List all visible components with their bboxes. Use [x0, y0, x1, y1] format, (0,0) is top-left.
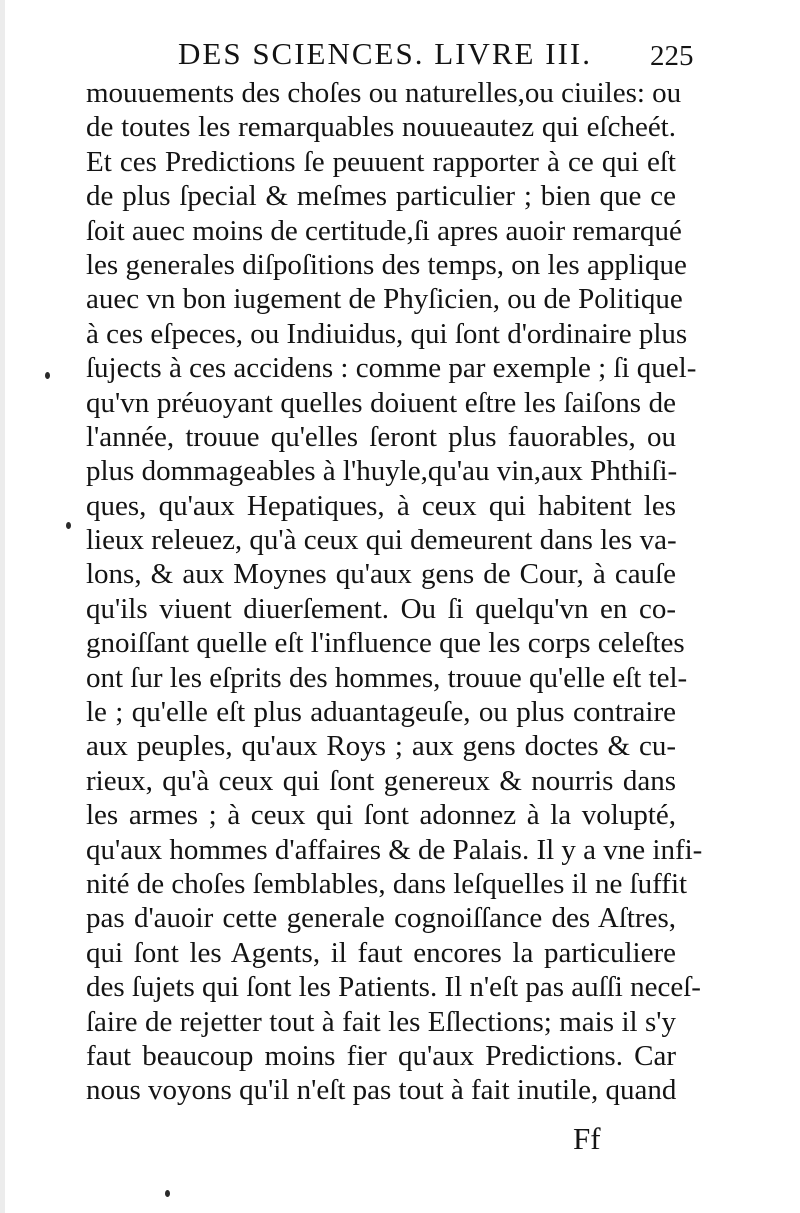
text-line: ont ſur les eſprits des hommes, trouue qu'elle eſt tel- — [86, 661, 688, 694]
text-line: ſoit auec moins de certitude,ſi apres auoir remarqué — [86, 214, 682, 247]
text-line: plus dommageables à l'huyle,qu'au vin,aux Phthiſi- — [86, 455, 678, 488]
ink-speck — [165, 1190, 170, 1197]
text-line: ſujects à ces accidens : comme par exemple ; ſi quel- — [86, 352, 697, 385]
running-head: DES SCIENCES. LIVRE III. — [178, 36, 592, 71]
text-line: à ces eſpeces, ou Indiuidus, qui ſont d'ordinaire plus — [86, 317, 688, 350]
text-line: le ; qu'elle eſt plus aduantageuſe, ou plus contraire — [86, 696, 676, 729]
text-line: nous voyons qu'il n'eſt pas tout à fait inutile, quand — [86, 1074, 677, 1107]
ink-speck — [45, 372, 50, 379]
text-line: qu'vn préuoyant quelles doiuent eſtre les ſaiſons de — [86, 386, 676, 419]
text-line: mouuements des choſes ou naturelles,ou ciuiles: ou — [86, 77, 682, 109]
text-line: ques, qu'aux Hepatiques, à ceux qui habitent les — [86, 489, 676, 522]
text-line: aux peuples, qu'aux Roys ; aux gens doctes & cu- — [86, 730, 676, 763]
text-line: Et ces Predictions ſe peuuent rapporter à ce qui eſt — [86, 145, 676, 178]
ink-speck — [66, 522, 71, 529]
text-line: de plus ſpecial & meſmes particulier ; bien que ce — [86, 180, 676, 213]
page-edge — [0, 0, 5, 1213]
text-line: qui ſont les Agents, il faut encores la particuliere — [86, 936, 676, 969]
body-text — [86, 76, 703, 1108]
text-line: des ſujets qui ſont les Patients. Il n'eſt pas auſſi neceſ- — [86, 971, 701, 1004]
text-line: pas d'auoir cette generale cognoiſſance des Aſtres, — [86, 902, 676, 935]
text-line: qu'aux hommes d'affaires & de Palais. Il y a vne infi- — [86, 833, 703, 866]
text-line: les generales diſpoſitions des temps, on les applique — [86, 248, 687, 281]
text-line: faut beaucoup moins fier qu'aux Predictions. Car — [86, 1039, 676, 1072]
text-line: l'année, trouue qu'elles ſeront plus fauorables, ou — [86, 420, 676, 453]
text-line: nité de choſes ſemblables, dans leſquelles il ne ſuffit — [86, 867, 688, 900]
text-line: gnoiſſant quelle eſt l'influence que les corps celeſtes — [86, 627, 685, 660]
text-line: lieux releuez, qu'à ceux qui demeurent dans les va- — [86, 524, 677, 557]
text-line: rieux, qu'à ceux qui ſont genereux & nourris dans — [86, 764, 676, 797]
text-line: auec vn bon iugement de Phyſicien, ou de Politique — [86, 283, 683, 316]
signature-mark: Ff — [573, 1121, 601, 1156]
text-line: qu'ils viuent diuerſement. Ou ſi quelqu'vn en co- — [86, 592, 676, 625]
text-line: de toutes les remarquables nouueautez qui eſcheét. — [86, 111, 676, 144]
text-line: ſaire de rejetter tout à fait les Eſlections; mais il s'y — [86, 1005, 676, 1038]
page-number: 225 — [650, 40, 694, 72]
text-line: lons, & aux Moynes qu'aux gens de Cour, à cauſe — [86, 558, 676, 591]
text-line: les armes ; à ceux qui ſont adonnez à la volupté, — [86, 799, 676, 832]
